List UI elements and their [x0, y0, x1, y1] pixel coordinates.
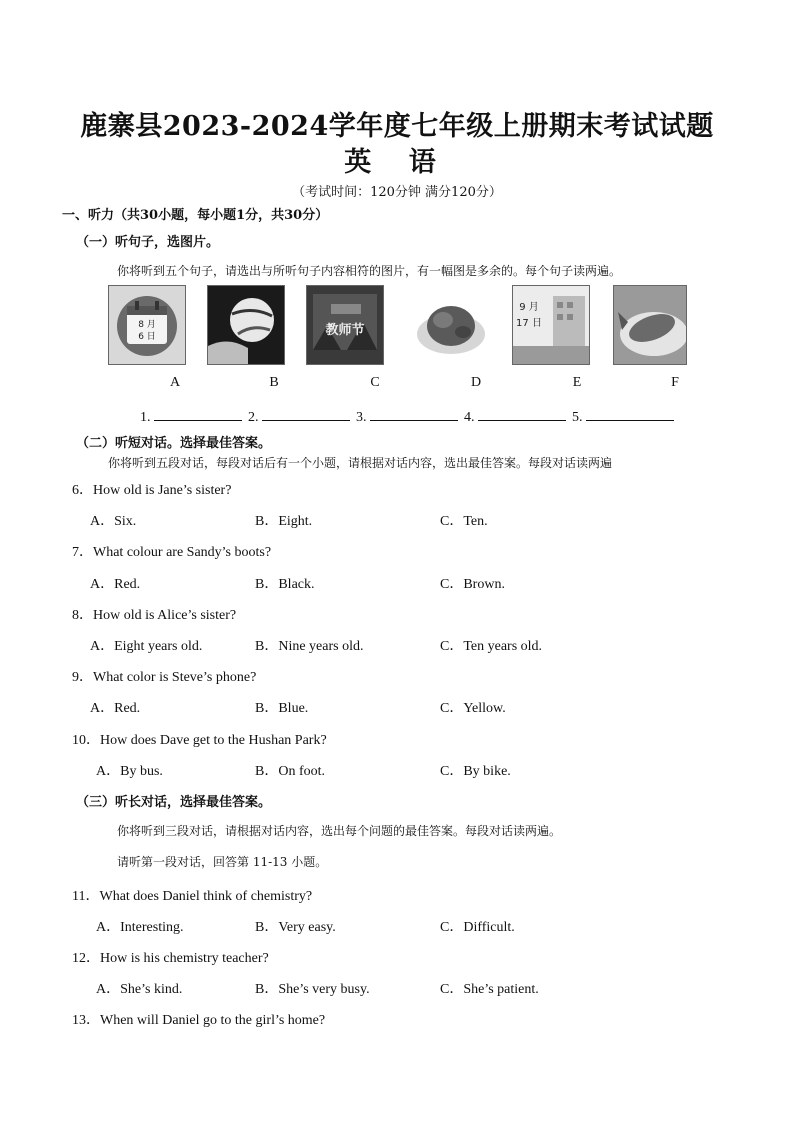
picture-letter-c: C [370, 375, 380, 390]
calendar-icon [108, 285, 186, 365]
part3-title: （三）听长对话，选择最佳答案。 [76, 795, 272, 810]
roast-chicken-photo [412, 285, 490, 365]
poster-text: 教师节 [325, 323, 365, 338]
volleyball-photo [207, 285, 285, 365]
q11-option-b[interactable]: B．Very easy. [255, 920, 336, 935]
picture-letter-a: A [169, 375, 181, 390]
answer-blank-4[interactable] [478, 406, 566, 421]
blank-label-4: 4. [464, 410, 475, 425]
question-8: 8．How old is Alice’s sister? [72, 608, 237, 623]
blank-label-5: 5. [572, 410, 583, 425]
calendar-text-bottom: 6 日 [138, 332, 156, 342]
q9-option-c[interactable]: C．Yellow. [440, 701, 506, 716]
picture-letter-d: D [470, 375, 482, 390]
part3-instruction-1: 你将听到三段对话，请根据对话内容，选出每个问题的最佳答案。每段对话读两遍。 [117, 824, 562, 838]
q7-option-c[interactable]: C．Brown. [440, 577, 505, 592]
question-12: 12．How is his chemistry teacher? [72, 951, 269, 966]
blank-label-1: 1. [140, 410, 151, 425]
answer-blank-5[interactable] [586, 406, 674, 421]
question-6: 6．How old is Jane’s sister? [72, 483, 232, 498]
q8-option-c[interactable]: C．Ten years old. [440, 639, 543, 654]
part2-title: （二）听短对话。选择最佳答案。 [76, 436, 272, 451]
q10-option-c[interactable]: C．By bike. [440, 764, 511, 779]
q8-option-a[interactable]: A．Eight years old. [90, 639, 203, 654]
picture-letter-f: F [671, 375, 679, 390]
picture-letter-e: E [572, 375, 582, 390]
q12-option-b[interactable]: B．She’s very busy. [255, 982, 370, 997]
q11-option-a[interactable]: A．Interesting. [96, 920, 184, 935]
fish-dish-photo [613, 285, 687, 365]
q9-option-b[interactable]: B．Blue. [255, 701, 309, 716]
part3-instruction-2: 请听第一段对话，回答第 11-13 小题。 [117, 855, 328, 869]
calendar-text-top: 8 月 [138, 320, 156, 330]
question-13: 13．When will Daniel go to the girl’s home? [72, 1013, 326, 1028]
calendar-photo-text-bottom: 17 日 [516, 318, 542, 329]
question-9: 9．What color is Steve’s phone? [72, 670, 257, 685]
answer-blank-1[interactable] [154, 406, 242, 421]
blank-label-3: 3. [356, 410, 367, 425]
q8-option-b[interactable]: B．Nine years old. [255, 639, 364, 654]
q6-option-b[interactable]: B．Eight. [255, 514, 313, 529]
q12-option-c[interactable]: C．She’s patient. [440, 982, 539, 997]
q10-option-b[interactable]: B．On foot. [255, 764, 325, 779]
blank-label-2: 2. [248, 410, 259, 425]
part1-title: （一）听句子，选图片。 [76, 235, 220, 250]
answer-blanks [140, 406, 677, 426]
question-7: 7．What colour are Sandy’s boots? [72, 545, 272, 560]
answer-blank-3[interactable] [370, 406, 458, 421]
q9-option-a[interactable]: A．Red. [90, 701, 141, 716]
section-listening-title: 一、听力（共30小题，每小题1分，共30分） [62, 208, 329, 223]
question-11: 11．What does Daniel think of chemistry? [72, 889, 313, 904]
q7-option-b[interactable]: B．Black. [255, 577, 315, 592]
q12-option-a[interactable]: A．She’s kind. [96, 982, 183, 997]
calendar-photo-text-top: 9 月 [519, 302, 539, 313]
question-10: 10．How does Dave get to the Hushan Park? [72, 733, 327, 748]
q6-option-c[interactable]: C．Ten. [440, 514, 488, 529]
calendar-photo [512, 285, 590, 365]
teachers-day-poster [306, 285, 384, 365]
q11-option-c[interactable]: C．Difficult. [440, 920, 515, 935]
subject-title: 英 语 [344, 147, 450, 178]
q7-option-a[interactable]: A．Red. [90, 577, 141, 592]
answer-blank-2[interactable] [262, 406, 350, 421]
exam-title: 鹿寨县2023-2024学年度七年级上册期末考试试题 [80, 111, 714, 142]
picture-letter-b: B [269, 375, 279, 390]
part1-instruction: 你将听到五个句子，请选出与所听句子内容相符的图片，有一幅图是多余的。每个句子读两遍。 [117, 264, 622, 278]
q6-option-a[interactable]: A．Six. [90, 514, 137, 529]
q10-option-a[interactable]: A．By bus. [96, 764, 163, 779]
exam-note: （考试时间：120分钟 满分120分） [292, 185, 502, 200]
part2-instruction: 你将听到五段对话，每段对话后有一个小题，请根据对话内容，选出最佳答案。每段对话读两遍 [108, 456, 613, 470]
